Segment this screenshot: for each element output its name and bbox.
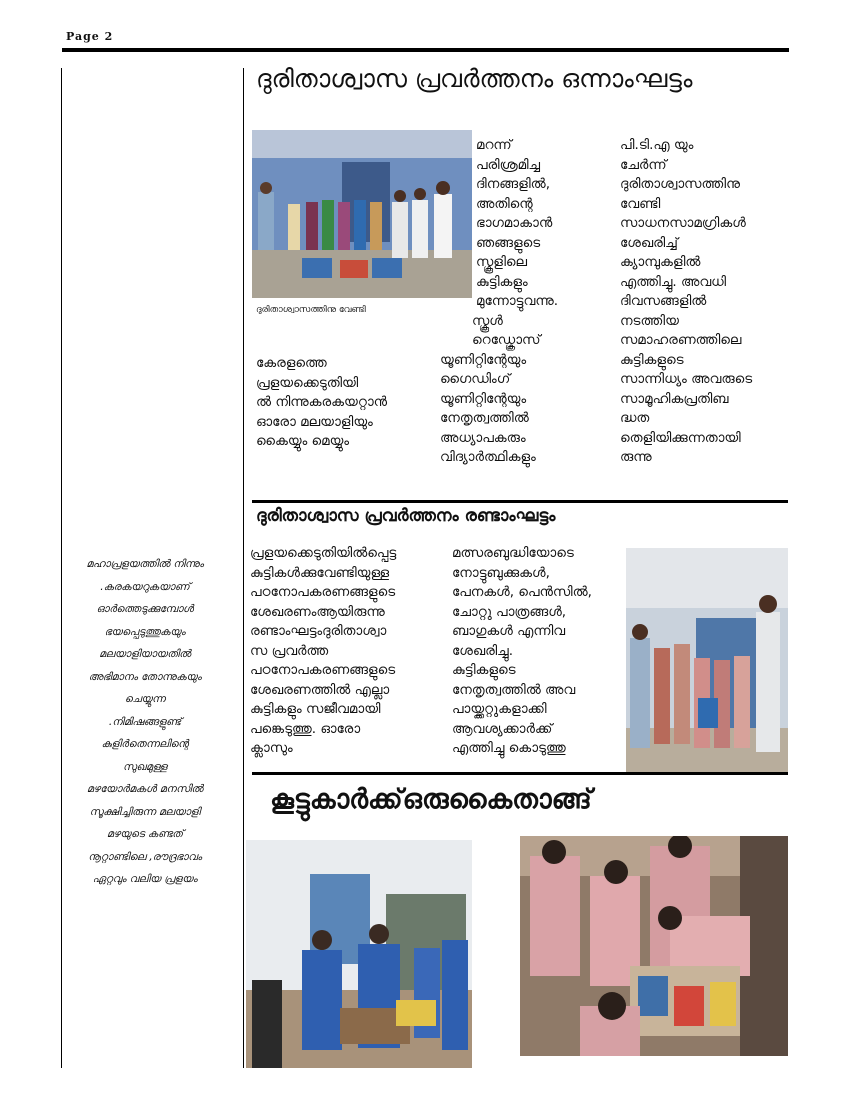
text-line: കുട്ടികളും സജീവമായി [250, 701, 381, 717]
section1-column-3 [620, 136, 785, 468]
text-line: യൂണിറ്റിന്റേയും [440, 351, 527, 368]
text-line: എത്തിച്ചു. അവധി [620, 273, 727, 290]
text-line: തെളിയിക്കുന്നതായി [620, 429, 741, 446]
text-line: കുട്ടികളുടെ [452, 662, 516, 678]
text-line: ശേഖരിച്ച് [620, 234, 678, 251]
column-divider-rule [243, 68, 244, 1068]
sidebar-line: ചെയ്യുന്ന [124, 693, 166, 705]
sidebar-line: മഴയുടെ കണ്ടത് [106, 828, 184, 840]
text-line: വേണ്ടി [620, 195, 661, 212]
text-line: ആവശ്യക്കാർക്ക് [452, 720, 553, 737]
text-line: ദുരിതാശ്വാസത്തിനു [620, 176, 740, 192]
sidebar-line: ഓർത്തെടുക്കുമ്പോൾ [96, 603, 194, 615]
sidebar-line: കുളിർതെന്നലിന്റെ [101, 738, 189, 750]
text-line: അധ്യാപകരും [440, 429, 526, 446]
text-line: ചോറ്റു പാത്രങ്ങൾ, [452, 603, 567, 620]
girls-packing-photo [246, 840, 472, 1068]
text-line: ശേഖരിച്ചു. [452, 642, 514, 659]
sidebar-line: .കരകയറുകയാണ് [100, 580, 190, 593]
text-line: സമാഹരണത്തിലെ [620, 332, 742, 348]
text-line: പായ്ക്കറ്റുകളാക്കി [452, 701, 547, 717]
page-number: Page 2 [66, 30, 114, 43]
text-line: അതിന്റെ [476, 195, 533, 212]
sidebar-line: മഹാപ്രളയത്തിൽ നിന്നും [86, 558, 204, 570]
text-line: ഓരോ മലയാളിയും [256, 413, 373, 430]
text-line: കൈയ്യും മെയ്യും [256, 433, 350, 449]
sidebar-line: സുഖമുള്ള [122, 760, 168, 773]
text-line: ശേഖരണംആയിരുന്നു [250, 603, 385, 620]
sidebar-line: നൂറ്റാണ്ടിലെ ,രൗദ്രഭാവം [88, 850, 202, 863]
text-line: മറന്ന് [476, 137, 512, 153]
sidebar-line: ഏറ്റവും വലിയ പ്രളയം [92, 873, 198, 885]
text-line: പി.ടി.എ യും [620, 137, 694, 153]
section2-column-2 [452, 544, 622, 759]
section2-top-rule [252, 500, 788, 503]
text-line: കേരളത്തെ [256, 355, 327, 371]
text-line: ഞങ്ങളുടെ [476, 234, 541, 251]
text-line: ദ്ധത [620, 410, 650, 426]
text-line: സ്കൂളിലെ [476, 254, 528, 270]
sidebar-line: അഭിമാനം തോന്നുകയും [88, 670, 202, 683]
section3-top-rule [252, 772, 788, 775]
text-line: നടത്തിയ [620, 312, 679, 329]
text-line: പ്രളയക്കെടുതിയിൽപ്പെട്ട [250, 545, 397, 561]
text-line: ബാഗുകൾ എന്നിവ [452, 623, 566, 639]
text-line: ക്യാമ്പുകളിൽ [620, 254, 701, 270]
sidebar-line: മഴയോർമകൾ മനസിൽ [86, 783, 204, 795]
photo-caption: ദുരിതാശ്വാസത്തിനു വേണ്ടി [256, 305, 366, 315]
text-line: പരിശ്രമിച്ച [476, 156, 541, 173]
collection-photo [626, 548, 788, 772]
text-line: ഭാഗമാകാൻ [476, 215, 553, 231]
text-line: കുട്ടികൾക്കുവേണ്ടിയുള്ള [250, 564, 390, 581]
text-line: മത്സരബുദ്ധിയോടെ [452, 545, 574, 561]
text-line: രുന്നു [620, 449, 652, 465]
text-line: നേതൃത്വത്തിൽ [440, 410, 529, 426]
boys-books-photo [520, 836, 788, 1056]
text-line: സാധനസാമഗ്രികൾ [620, 215, 746, 231]
section2-column-1 [250, 544, 450, 759]
text-line: സ്കൂൾ [472, 312, 503, 329]
text-line: സ പ്രവർത്ത [250, 642, 329, 659]
text-line: ശേഖരണത്തിൽ എല്ലാ [250, 681, 390, 698]
header-rule [62, 48, 789, 52]
text-line: ദിനങ്ങളിൽ, [476, 176, 550, 192]
relief-group-photo [252, 130, 472, 298]
sidebar-quote [50, 553, 240, 891]
section1-column-1 [256, 354, 436, 452]
text-line: കുട്ടികളും [476, 273, 528, 290]
section1-column-2 [440, 136, 610, 468]
text-line: റെഡ്ക്രോസ് [472, 332, 541, 348]
text-line: രണ്ടാംഘട്ടംദുരിതാശ്വാ [250, 623, 387, 639]
text-line: ഗൈഡിംഗ് [440, 371, 511, 387]
sidebar-line: ഭയപ്പെടുത്തുകയും [104, 625, 186, 638]
text-line: പ്രളയക്കെടുതിയി [256, 374, 359, 391]
text-line: യൂണിറ്റിന്റേയും [440, 390, 527, 407]
text-line: നോട്ടുബുക്കുകൾ, [452, 564, 550, 581]
text-line: പേനകൾ, പെൻസിൽ, [452, 584, 592, 600]
section1-heading: ദുരിതാശ്വാസ പ്രവർത്തനം ഒന്നാംഘട്ടം [256, 64, 693, 93]
text-line: സാന്നിധ്യം അവരുടെ [620, 371, 753, 387]
text-line: കുട്ടികളുടെ [620, 351, 684, 368]
text-line: ചേർന്ന് [620, 156, 667, 173]
text-line: ക്ലാസും [250, 740, 293, 756]
text-line: പങ്കെടുത്തു. ഓരോ [250, 720, 361, 737]
sidebar-line: സൂക്ഷിച്ചിരുന്ന മലയാളി [89, 805, 201, 818]
text-line: പഠനോപകരണങ്ങളുടെ [250, 662, 396, 678]
sidebar-line: മലയാളിയായതിൽ [99, 648, 191, 660]
text-line: പഠനോപകരണങ്ങളുടെ [250, 584, 396, 600]
section3-heading: കൂട്ടുകാർക്ക്ഒരുകൈതാങ്ങ് [270, 784, 592, 815]
text-line: മുന്നോട്ടുവന്നു. [476, 293, 558, 309]
section2-heading: ദുരിതാശ്വാസ പ്രവർത്തനം രണ്ടാംഘട്ടം [256, 506, 556, 526]
text-line: ൽ നിന്നുകരകയറ്റാൻ [256, 394, 388, 410]
text-line: നേതൃത്വത്തിൽ അവ [452, 681, 576, 698]
text-line: സാമൂഹികപ്രതിബ [620, 390, 729, 407]
sidebar-line: .നിമിഷങ്ങളുണ്ട് [108, 715, 182, 728]
text-line: എത്തിച്ചു കൊടുത്തു [452, 740, 566, 756]
text-line: വിദ്യാർത്ഥികളും [440, 449, 536, 465]
text-line: ദിവസങ്ങളിൽ [620, 293, 707, 309]
